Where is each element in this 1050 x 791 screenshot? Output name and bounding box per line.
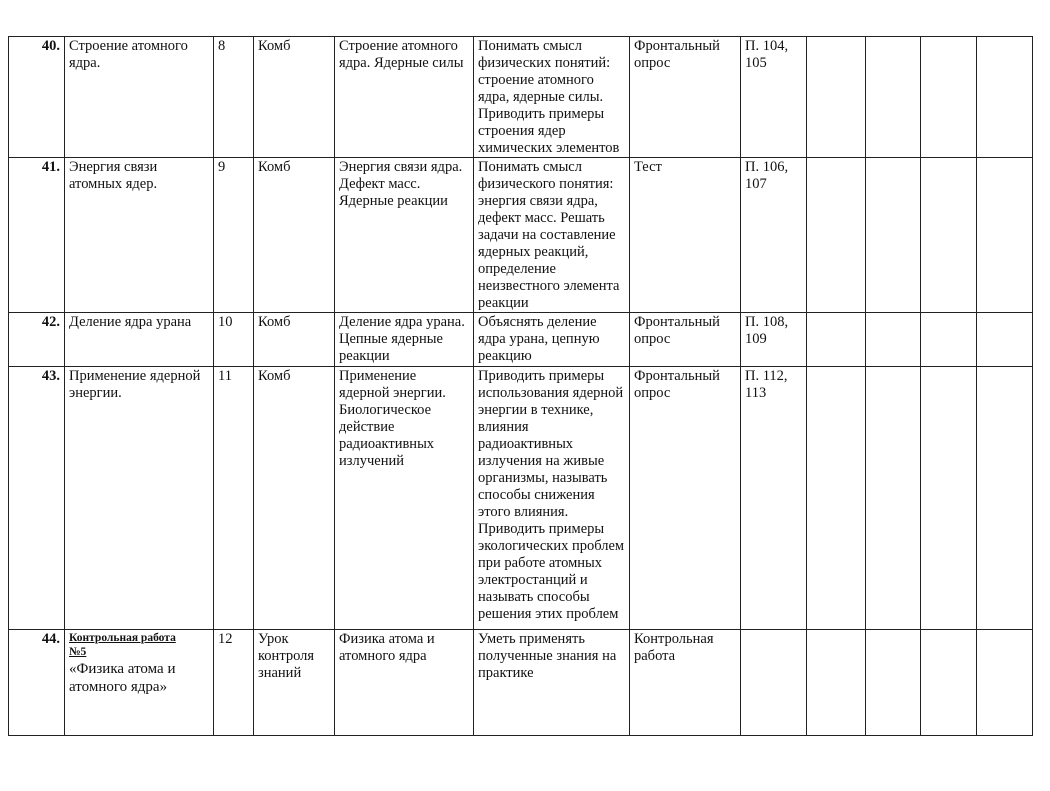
empty-cell [866, 367, 921, 630]
empty-cell [921, 37, 977, 158]
homework [741, 630, 807, 736]
lesson-number: 43. [9, 367, 65, 630]
empty-cell [921, 630, 977, 736]
empty-cell [921, 313, 977, 367]
lesson-number: 42. [9, 313, 65, 367]
lesson-index: 12 [214, 630, 254, 736]
lesson-requirements: Объяснять деление ядра урана, цепную реакцию [474, 313, 630, 367]
control-form: Контрольная работа [630, 630, 741, 736]
lesson-number: 40. [9, 37, 65, 158]
empty-cell [866, 313, 921, 367]
table-row [9, 37, 1033, 158]
homework: П. 106, 107 [741, 158, 807, 313]
empty-cell [807, 37, 866, 158]
lesson-topic: Строение атомного ядра. [65, 37, 214, 158]
control-form: Фронтальный опрос [630, 313, 741, 367]
lesson-content: Строение атомного ядра. Ядерные силы [335, 37, 474, 158]
lesson-topic-cell [65, 630, 214, 736]
empty-cell [921, 367, 977, 630]
table-row [9, 313, 1033, 367]
empty-cell [807, 367, 866, 630]
lesson-index: 9 [214, 158, 254, 313]
test-title: Контрольная работа [69, 632, 176, 644]
lesson-index: 11 [214, 367, 254, 630]
empty-cell [921, 158, 977, 313]
lesson-type: Урок контроля знаний [254, 630, 335, 736]
empty-cell [977, 158, 1033, 313]
lesson-requirements: Приводить примеры использования ядерной энергии в технике, влияния радиоактивных излучения на живые организмы, называть способы снижения этого влияния. Приводить примеры экологических проблем при работе атомных электростанций и называть способы решения этих проблем [474, 367, 630, 630]
lesson-topic: Деление ядра урана [65, 313, 214, 367]
lesson-requirements: Понимать смысл физических понятий: строение атомного ядра, ядерные силы. Приводить примеры строения ядер химических элементов [474, 37, 630, 158]
lesson-topic: «Физика атома и атомного ядра» [69, 661, 176, 695]
empty-cell [977, 367, 1033, 630]
lesson-topic: Применение ядерной энергии. [65, 367, 214, 630]
empty-cell [977, 37, 1033, 158]
lesson-index: 10 [214, 313, 254, 367]
empty-cell [977, 630, 1033, 736]
empty-cell [866, 630, 921, 736]
homework: П. 108, 109 [741, 313, 807, 367]
lesson-requirements: Понимать смысл физического понятия: энергия связи ядра, дефект масс. Решать задачи на составление ядерных реакций, определение неизвестного элемента реакции [474, 158, 630, 313]
empty-cell [807, 630, 866, 736]
lesson-index: 8 [214, 37, 254, 158]
control-form: Фронтальный опрос [630, 37, 741, 158]
lesson-content: Применение ядерной энергии. Биологическое действие радиоактивных излучений [335, 367, 474, 630]
lesson-type: Комб [254, 367, 335, 630]
lesson-type: Комб [254, 158, 335, 313]
control-form: Тест [630, 158, 741, 313]
table-row [9, 367, 1033, 630]
lesson-requirements: Уметь применять полученные знания на практике [474, 630, 630, 736]
lesson-topic: Энергия связи атомных ядер. [65, 158, 214, 313]
lesson-type: Комб [254, 313, 335, 367]
empty-cell [807, 313, 866, 367]
lesson-content: Деление ядра урана. Цепные ядерные реакции [335, 313, 474, 367]
table-row [9, 158, 1033, 313]
empty-cell [977, 313, 1033, 367]
test-number: №5 [69, 646, 87, 658]
lesson-content: Энергия связи ядра. Дефект масс. Ядерные реакции [335, 158, 474, 313]
empty-cell [807, 158, 866, 313]
lesson-type: Комб [254, 37, 335, 158]
lesson-number: 41. [9, 158, 65, 313]
lesson-content: Физика атома и атомного ядра [335, 630, 474, 736]
control-form: Фронтальный опрос [630, 367, 741, 630]
lesson-number: 44. [9, 630, 65, 736]
lesson-plan-table [8, 36, 1033, 736]
homework: П. 112, 113 [741, 367, 807, 630]
empty-cell [866, 37, 921, 158]
empty-cell [866, 158, 921, 313]
homework: П. 104, 105 [741, 37, 807, 158]
table-row [9, 630, 1033, 736]
